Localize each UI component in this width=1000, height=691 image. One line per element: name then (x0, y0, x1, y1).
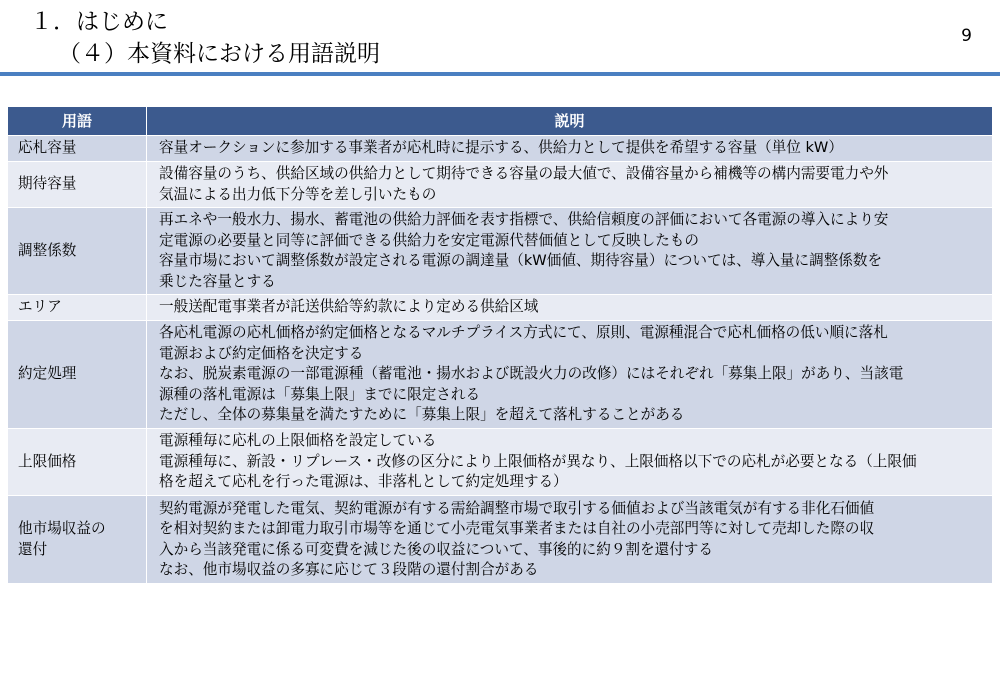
description-text: 設備容量のうち、供給区域の供給力として期待できる容量の最大値で、設備容量から補機等の構内需要電力や外 (159, 165, 889, 182)
description-text: 気温による出力低下分等を差し引いたもの (159, 185, 437, 203)
table-row (8, 162, 993, 208)
description-text: 入から当該発電に係る可変費を減じた後の収益について、事後的に約９割を還付する (159, 540, 713, 558)
table-row (8, 321, 993, 429)
term-cell (8, 496, 147, 584)
table-row (8, 136, 993, 162)
term-cell (8, 429, 147, 496)
term-cell (8, 136, 147, 162)
section-title: １．はじめに (30, 9, 168, 35)
term-text: 調整係数 (18, 241, 77, 259)
description-cell (147, 295, 993, 321)
term-cell (8, 162, 147, 208)
term-column-header: 用語 (8, 107, 147, 136)
description-cell (147, 429, 993, 496)
description-text: 契約電源が発電した電気、契約電源が有する需給調整市場で取引する価値および当該電気が有する非化石価値 (159, 499, 875, 517)
terms-table-body (8, 136, 993, 584)
description-text: なお、脱炭素電源の一部電源種（蓄電池・揚水および既設火力の改修）にはそれぞれ「募集上限」があり、当該電 (159, 365, 904, 383)
table-row (8, 496, 993, 584)
term-text: 上限価格 (18, 452, 77, 470)
description-text: 一般送配電事業者が託送供給等約款により定める供給区域 (159, 298, 539, 316)
description-text: 容量市場において調整係数が設定される電源の調達量（kW価値、期待容量）については、導入量に調整係数を (159, 252, 883, 269)
term-text: エリア (18, 298, 62, 316)
description-text: なお、他市場収益の多寡に応じて３段階の還付割合がある (159, 561, 539, 578)
table-row (8, 295, 993, 321)
term-cell (8, 321, 147, 429)
description-cell (147, 208, 993, 295)
term-text: 約定処理 (18, 365, 77, 383)
description-text: 再エネや一般水力、揚水、蓄電池の供給力評価を表す指標で、供給信頼度の評価において各電源の導入により安 (159, 211, 889, 228)
page-number: 9 (961, 26, 972, 46)
description-text: 源種の落札電源は「募集上限」までに限定される (159, 385, 481, 403)
term-cell (8, 295, 147, 321)
description-text: ただし、全体の募集量を満たすために「募集上限」を超えて落札することがある (159, 406, 685, 424)
table-header-row (8, 107, 993, 136)
term-text: 他市場収益の (18, 520, 106, 537)
description-text: 各応札電源の応札価格が約定価格となるマルチプライス方式にて、原則、電源種混合で応札価格の低い順に落札 (159, 324, 888, 342)
subsection-title: （４）本資料における用語説明 (58, 41, 380, 67)
description-text: を相対契約または卸電力取引市場等を通じて小売電気事業者または自社の小売部門等に対して売却した際の収 (159, 520, 875, 537)
description-text: 定電源の必要量と同等に評価できる供給力を安定電源代替価値として反映したもの (159, 231, 699, 249)
description-cell (147, 162, 993, 208)
description-cell (147, 321, 993, 429)
terms-table (7, 106, 993, 584)
table-row (8, 208, 993, 295)
header-divider (0, 72, 1000, 76)
slide-header (0, 0, 1000, 78)
description-column-header: 説明 (147, 107, 993, 136)
description-cell (147, 136, 993, 162)
term-text: 応札容量 (18, 139, 77, 157)
term-text: 還付 (18, 540, 48, 558)
description-text: 電源種毎に、新設・リプレース・改修の区分により上限価格が異なり、上限価格以下での応札が必要となる（上限価 (159, 452, 917, 470)
table-row (8, 429, 993, 496)
term-cell (8, 208, 147, 295)
description-text: 電源種毎に応札の上限価格を設定している (159, 432, 437, 450)
description-text: 電源および約定価格を決定する (159, 344, 364, 362)
term-text: 期待容量 (18, 175, 77, 193)
description-text: 乗じた容量とする (159, 272, 276, 290)
description-text: 容量オークションに参加する事業者が応札時に提示する、供給力として提供を希望する容量（単位 kW） (159, 139, 843, 157)
description-cell (147, 496, 993, 584)
description-text: 格を超えて応札を行った電源は、非落札として約定処理する） (159, 473, 568, 491)
